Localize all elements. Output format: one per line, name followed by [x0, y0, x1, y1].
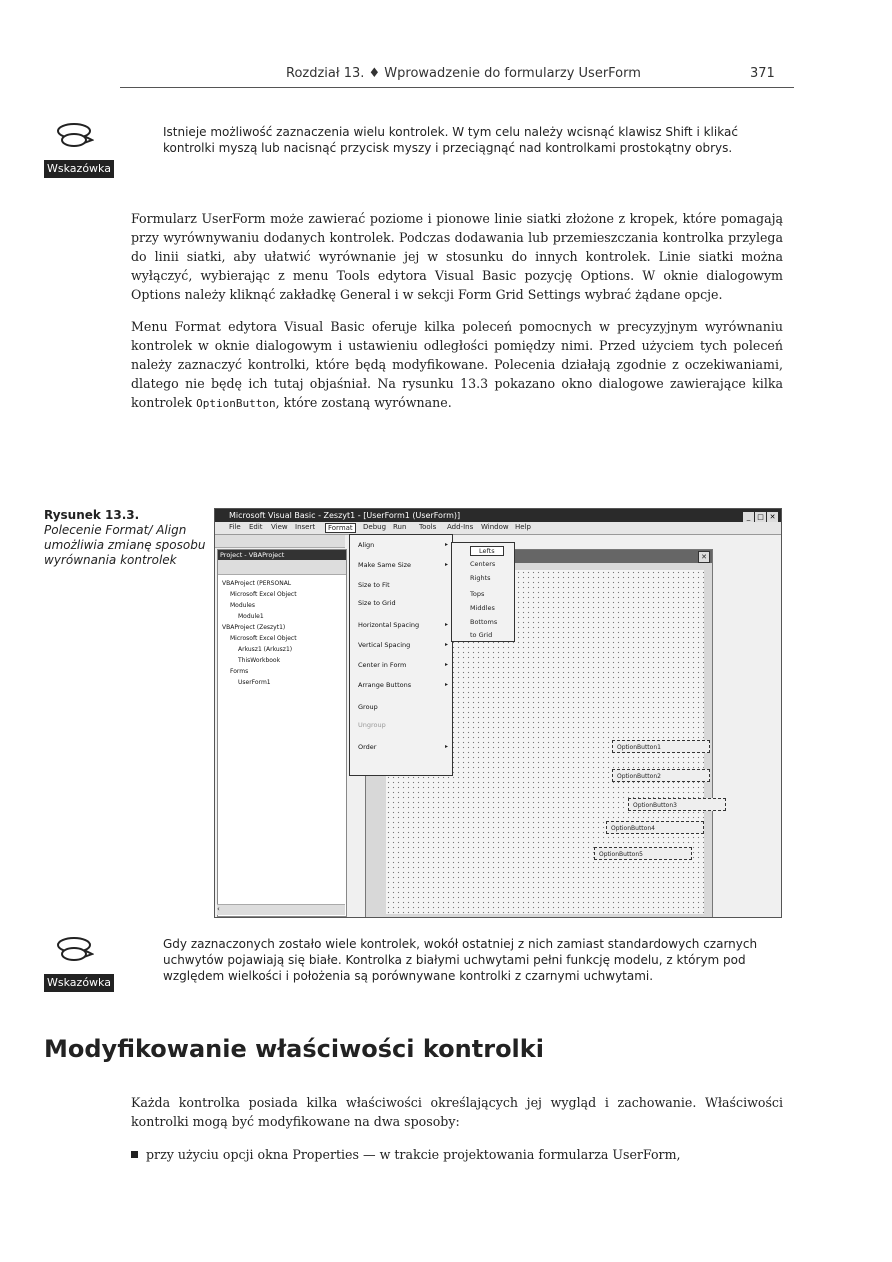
menu-item-make-same-size: Make Same Size [358, 561, 412, 569]
submenu-arrow-icon: ▸ [444, 621, 448, 628]
minimize-icon: _ [743, 512, 754, 522]
submenu-arrow-icon: ▸ [444, 541, 448, 548]
tree-item: Arkusz1 (Arkusz1) [238, 646, 293, 653]
option-button: OptionButton4 [606, 821, 704, 834]
tree-item: Module1 [238, 613, 264, 620]
window-title: Microsoft Visual Basic - Zeszyt1 - [UserForm1 (UserForm)] [229, 511, 461, 520]
tree-item: UserForm1 [238, 679, 271, 686]
menu-window: Window [481, 523, 509, 531]
menu-item-order: Order [358, 743, 377, 751]
menu-file: File [229, 523, 241, 531]
bullet-square-icon [131, 1151, 138, 1158]
menu-insert: Insert [295, 523, 316, 531]
option-button: OptionButton3 [628, 798, 726, 811]
format-menu [349, 534, 453, 776]
menu-item-size-to-fit: Size to Fit [358, 581, 390, 589]
submenu-item-middles: Middles [470, 604, 495, 612]
menu-item-ungroup: Ungroup [358, 721, 386, 729]
header-rule [120, 87, 794, 88]
menu-addins: Add-Ins [447, 523, 474, 531]
window-titlebar [215, 509, 781, 522]
submenu-item-to-grid: to Grid [470, 631, 493, 639]
tree-item: ThisWorkbook [238, 657, 281, 664]
menu-debug: Debug [363, 523, 387, 531]
tree-item: Modules [230, 602, 255, 609]
tree-item: Forms [230, 668, 249, 675]
project-title: Project - VBAProject [218, 550, 346, 560]
menu-item-horizontal-spacing: Horizontal Spacing [358, 621, 420, 629]
running-header: Rozdział 13. ♦ Wprowadzenie do formularzy UserForm [286, 66, 641, 81]
menu-format: Format [325, 523, 356, 533]
section-heading: Modyfikowanie właściwości kontrolki [44, 1035, 544, 1063]
menu-tools: Tools [419, 523, 437, 531]
tip-icon [44, 936, 114, 992]
paragraph [131, 317, 783, 413]
tip-icon [44, 122, 114, 178]
figure-caption [44, 508, 209, 568]
submenu-arrow-icon: ▸ [444, 681, 448, 688]
option-button: OptionButton5 [594, 847, 692, 860]
menu-item-group: Group [358, 703, 378, 711]
project-tree [222, 578, 297, 688]
figure-caption-text: Polecenie Format/ Align umożliwia zmianę sposobu wyrównania kontrolek [44, 523, 206, 567]
inline-code: OptionButton [196, 397, 276, 410]
body-text [131, 1093, 783, 1144]
menu-view: View [271, 523, 288, 531]
submenu-item-rights: Rights [470, 574, 491, 582]
submenu-item-lefts: Lefts [470, 546, 504, 556]
figure-screenshot [214, 508, 782, 918]
paragraph: Formularz UserForm może zawierać poziome i pionowe linie siatki złożone z kropek, które pomagają przy wyrównywaniu dodanych kontrolek. Podczas dodawania lub przemieszczania kontrolka przylega do linii siatki, aby ułatwić wyrównanie jej w stosunku do innych kontrolek. Linie siatki można wyłączyć, wybierając z menu Tools edytora Visual Basic pozycję Options. W oknie dialogowym Options należy kliknąć zakładkę General i w sekcji Form Grid Settings wybrać żądane opcje. [131, 211, 783, 302]
horizontal-scrollbar: ‹ [217, 904, 345, 915]
option-button: OptionButton1 [612, 740, 710, 753]
menu-item-arrange-buttons: Arrange Buttons [358, 681, 412, 689]
close-icon: ✕ [698, 551, 710, 563]
page-number: 371 [750, 66, 775, 81]
submenu-item-tops: Tops [470, 590, 485, 598]
menubar [215, 522, 781, 535]
list-item-text: przy użyciu opcji okna Properties — w trakcie projektowania formularza UserForm, [146, 1147, 681, 1162]
tip-text: Istnieje możliwość zaznaczenia wielu kontrolek. W tym celu należy wcisnąć klawisz Shift i klikać kontrolki myszą lub nacisnąć przycisk myszy i przeciągnąć nad kontrolkami prostokątny obrys. [163, 125, 738, 155]
submenu-arrow-icon: ▸ [444, 561, 448, 568]
menu-item-center-in-form: Center in Form [358, 661, 407, 669]
align-submenu [451, 542, 515, 642]
tree-item: VBAProject (Zeszyt1) [222, 624, 286, 631]
paragraph-text: Menu Format edytora Visual Basic oferuje kilka poleceń pomocnych w precyzyjnym wyrównaniu kontrolek w oknie dialogowym i ustawieniu odległości pomiędzy nimi. Przed użyciem tych poleceń należy zaznaczyć kontrolki, które będą modyfikowane. Polecenia działają zgodnie z oczekiwaniami, dlatego nie będę ich tutaj objaśniał. Na rysunku 13.3 pokazano okno dialogowe zawierające kilka kontrolek [131, 319, 783, 410]
submenu-arrow-icon: ▸ [444, 661, 448, 668]
tip-label: Wskazówka [44, 974, 114, 992]
menu-item-size-to-grid: Size to Grid [358, 599, 396, 607]
menu-run: Run [393, 523, 407, 531]
chef-hat-icon [54, 122, 94, 148]
toolbar [215, 535, 345, 548]
paragraph-text: , które zostaną wyrównane. [275, 395, 452, 410]
tree-item: Microsoft Excel Object [230, 591, 297, 598]
submenu-item-centers: Centers [470, 560, 496, 568]
menu-item-vertical-spacing: Vertical Spacing [358, 641, 411, 649]
chef-hat-icon [54, 936, 94, 962]
tree-item: Microsoft Excel Object [230, 635, 297, 642]
menu-item-align: Align [358, 541, 375, 549]
list-item [131, 1147, 681, 1162]
submenu-arrow-icon: ▸ [444, 743, 448, 750]
option-button: OptionButton2 [612, 769, 710, 782]
paragraph: Każda kontrolka posiada kilka właściwości określających jej wygląd i zachowanie. Właściwości kontrolki mogą być modyfikowane na dwa sposoby: [131, 1095, 783, 1129]
project-explorer [217, 549, 347, 917]
menu-edit: Edit [249, 523, 263, 531]
body-text [131, 209, 783, 426]
menu-help: Help [515, 523, 531, 531]
figure-number: Rysunek 13.3. [44, 508, 140, 522]
maximize-icon: □ [755, 512, 766, 522]
submenu-item-bottoms: Bottoms [470, 618, 498, 626]
close-icon: ✕ [767, 512, 778, 522]
tree-item: VBAProject (PERSONAL [222, 580, 292, 587]
submenu-arrow-icon: ▸ [444, 641, 448, 648]
project-toolbar [218, 560, 346, 575]
tip-text: Gdy zaznaczonych zostało wiele kontrolek, wokół ostatniej z nich zamiast standardowych czarnych uchwytów pojawiają się białe. Kontrolka z białymi uchwytami pełni funkcję modelu, z którym pod względem wielkości i położenia są porównywane kontrolki z czarnymi uchwytami. [163, 937, 758, 983]
tip-label: Wskazówka [44, 160, 114, 178]
